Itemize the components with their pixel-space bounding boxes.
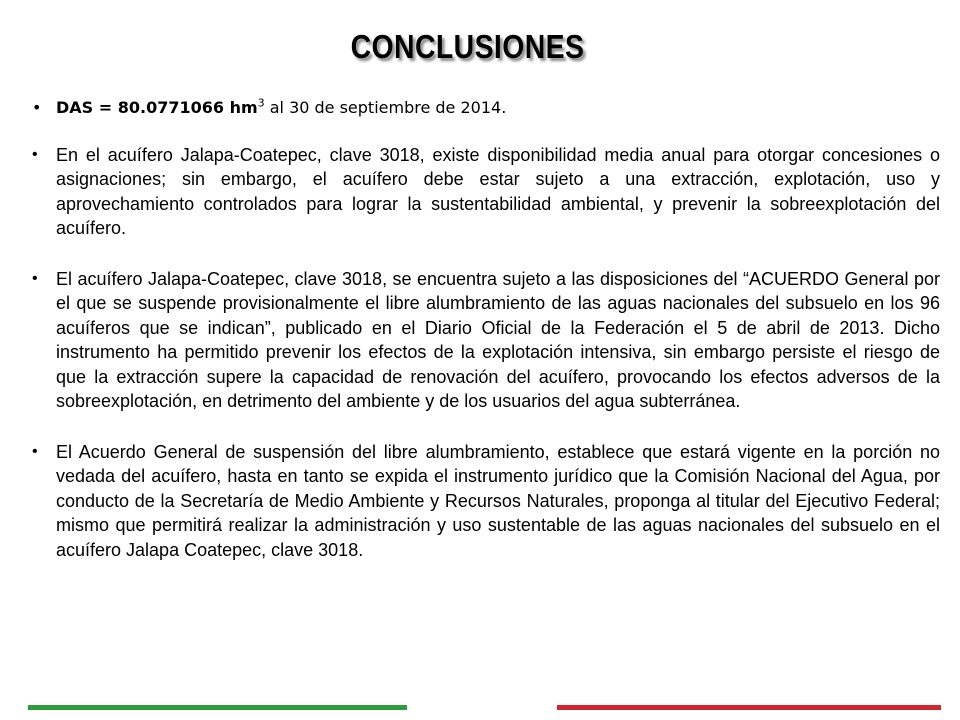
bullet-icon: •	[32, 145, 38, 163]
conclusion-paragraph-suspension	[32, 440, 940, 563]
conclusion-paragraph-availability	[32, 143, 940, 241]
page-title: CONCLUSIONES	[350, 28, 585, 65]
footer-red-bar	[557, 705, 941, 710]
bullet-icon: •	[32, 269, 38, 287]
bullet-icon: •	[32, 98, 42, 117]
bullet-icon: •	[32, 442, 38, 460]
conclusions-list	[32, 96, 940, 588]
paragraph-text: El Acuerdo General de suspensión del libre alumbramiento, establece que estará vigente en la porción no vedada del acuífero, hasta en tanto se expida el instrumento jurídico que la Comisión Nacional del Agua, por conducto de la Secretaría de Medio Ambiente y Recursos Naturales, proponga al titular del Ejecutivo Federal; mismo que permitirá realizar la administración y uso sustentable de las aguas nacionales del subsuelo en el acuífero Jalapa Coatepec, clave 3018.	[56, 441, 940, 560]
das-bullet	[32, 96, 940, 121]
das-unit-exponent: 3	[257, 96, 265, 110]
footer-green-bar	[28, 705, 407, 710]
das-date: al 30 de septiembre de 2014.	[264, 98, 507, 117]
paragraph-text: En el acuífero Jalapa-Coatepec, clave 3018, existe disponibilidad media anual para otorgar concesiones o asignaciones; sin embargo, el acuífero debe estar sujeto a una extracción, explotación, uso y aprovechamiento controlados para lograr la sustentabilidad ambiental, y prevenir la sobreexplotación del acuífero.	[56, 144, 940, 238]
paragraph-text: El acuífero Jalapa-Coatepec, clave 3018, se encuentra sujeto a las disposiciones del “ACUERDO General por el que se suspende provisionalmente el libre alumbramiento de las aguas nacionales del subsuelo en los 96 acuíferos que se indican”, publicado en el Diario Oficial de la Federación el 5 de abril de 2013. Dicho instrumento ha permitido prevenir los efectos de la explotación intensiva, sin embargo persiste el riesgo de que la extracción supere la capacidad de renovación del acuífero, provocando los efectos adversos de la sobreexplotación, en detrimento del ambiente y de los usuarios del agua subterránea.	[56, 268, 940, 411]
conclusion-paragraph-agreement	[32, 267, 940, 414]
das-value: DAS = 80.0771066 hm	[56, 98, 258, 117]
